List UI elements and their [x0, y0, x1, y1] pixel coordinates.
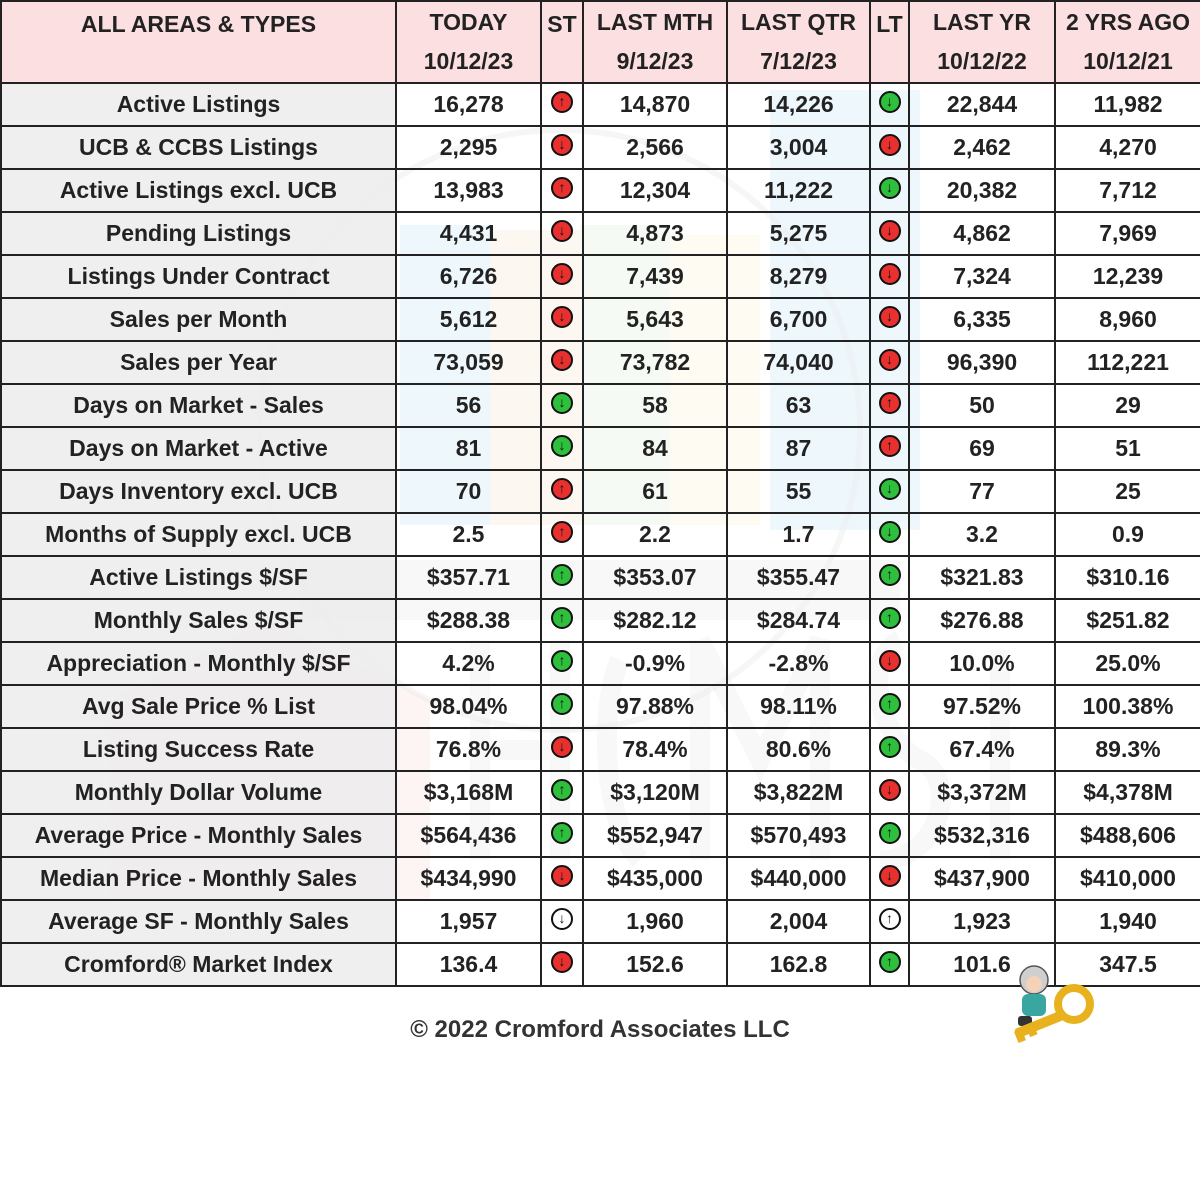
last_yr-value: 20,382: [909, 169, 1055, 212]
st-indicator-cell: [541, 599, 583, 642]
lt-indicator-cell: [870, 857, 909, 900]
table-body: [1, 83, 1200, 986]
last_yr-value: 101.6: [909, 943, 1055, 986]
last_yr-value: $532,316: [909, 814, 1055, 857]
table-row: [1, 384, 1200, 427]
last_yr-value: 1,923: [909, 900, 1055, 943]
today-value: 98.04%: [396, 685, 541, 728]
last_mth-value: 152.6: [583, 943, 727, 986]
st-indicator-cell: [541, 685, 583, 728]
lt-indicator-cell: [870, 513, 909, 556]
st-indicator-cell: [541, 556, 583, 599]
st-indicator-cell: [541, 169, 583, 212]
last_yr-value: 96,390: [909, 341, 1055, 384]
yrs2-value: 89.3%: [1055, 728, 1200, 771]
last_yr-value: $437,900: [909, 857, 1055, 900]
last_qtr-value: 87: [727, 427, 870, 470]
today-value: $357.71: [396, 556, 541, 599]
arrow-down-icon: ↓: [551, 736, 573, 758]
last_qtr-value: 162.8: [727, 943, 870, 986]
metric-label: Average Price - Monthly Sales: [1, 814, 396, 857]
header-last-yr: [909, 1, 1055, 83]
st-indicator-cell: [541, 943, 583, 986]
arrow-up-icon: ↑: [551, 693, 573, 715]
yrs2-value: $4,378M: [1055, 771, 1200, 814]
lt-indicator-cell: [870, 599, 909, 642]
last_qtr-value: 74,040: [727, 341, 870, 384]
metric-label: Median Price - Monthly Sales: [1, 857, 396, 900]
last_mth-value: 14,870: [583, 83, 727, 126]
last_yr-value: 22,844: [909, 83, 1055, 126]
table-row: [1, 556, 1200, 599]
last_qtr-value: 63: [727, 384, 870, 427]
yrs2-value: 0.9: [1055, 513, 1200, 556]
header-2yrs: [1055, 1, 1200, 83]
st-indicator-cell: [541, 298, 583, 341]
today-value: 73,059: [396, 341, 541, 384]
arrow-down-icon: ↓: [879, 521, 901, 543]
arrow-up-icon: ↑: [551, 607, 573, 629]
last_mth-value: $353.07: [583, 556, 727, 599]
last_yr-value: 50: [909, 384, 1055, 427]
metric-label: Days on Market - Active: [1, 427, 396, 470]
st-indicator-cell: [541, 771, 583, 814]
table-row: [1, 900, 1200, 943]
yrs2-value: $410,000: [1055, 857, 1200, 900]
arrow-up-icon: ↑: [879, 564, 901, 586]
yrs2-value: 29: [1055, 384, 1200, 427]
lt-indicator-cell: [870, 298, 909, 341]
today-value: 4.2%: [396, 642, 541, 685]
yrs2-value: 8,960: [1055, 298, 1200, 341]
table-row: [1, 599, 1200, 642]
lt-indicator-cell: [870, 728, 909, 771]
arrow-down-icon: ↓: [551, 220, 573, 242]
table-row: [1, 814, 1200, 857]
last_mth-value: $282.12: [583, 599, 727, 642]
metric-label: Avg Sale Price % List: [1, 685, 396, 728]
arrow-down-icon: ↓: [551, 908, 573, 930]
arrow-down-icon: ↓: [551, 392, 573, 414]
lt-indicator-cell: [870, 470, 909, 513]
last_mth-value: 2.2: [583, 513, 727, 556]
table-row: [1, 513, 1200, 556]
yrs2-value: 12,239: [1055, 255, 1200, 298]
lt-indicator-cell: [870, 341, 909, 384]
arrow-down-icon: ↓: [879, 220, 901, 242]
today-value: 5,612: [396, 298, 541, 341]
last_mth-value: 7,439: [583, 255, 727, 298]
arrow-down-icon: ↓: [879, 177, 901, 199]
lt-indicator-cell: [870, 169, 909, 212]
lt-indicator-cell: [870, 642, 909, 685]
st-indicator-cell: [541, 728, 583, 771]
today-value: 2,295: [396, 126, 541, 169]
last_mth-value: $435,000: [583, 857, 727, 900]
last_qtr-value: 11,222: [727, 169, 870, 212]
today-value: 136.4: [396, 943, 541, 986]
metric-label: Pending Listings: [1, 212, 396, 255]
lt-indicator-cell: [870, 126, 909, 169]
last_yr-value: $276.88: [909, 599, 1055, 642]
arrow-down-icon: ↓: [879, 650, 901, 672]
last_qtr-value: -2.8%: [727, 642, 870, 685]
arrow-up-icon: ↑: [879, 908, 901, 930]
header-2yrs-date: 10/12/21: [1083, 48, 1173, 74]
metric-label: Months of Supply excl. UCB: [1, 513, 396, 556]
last_mth-value: 4,873: [583, 212, 727, 255]
copyright-footer: © 2022 Cromford Associates LLC: [410, 1016, 790, 1043]
st-indicator-cell: [541, 470, 583, 513]
header-lt-label: LT: [876, 11, 903, 37]
arrow-down-icon: ↓: [879, 134, 901, 156]
last_qtr-value: 55: [727, 470, 870, 513]
arrow-down-icon: ↓: [879, 865, 901, 887]
st-indicator-cell: [541, 255, 583, 298]
metric-label: Cromford® Market Index: [1, 943, 396, 986]
table-row: [1, 169, 1200, 212]
header-row: [1, 1, 1200, 83]
lt-indicator-cell: [870, 771, 909, 814]
last_yr-value: 10.0%: [909, 642, 1055, 685]
lt-indicator-cell: [870, 814, 909, 857]
table-row: [1, 857, 1200, 900]
metric-label: Monthly Dollar Volume: [1, 771, 396, 814]
last_mth-value: 2,566: [583, 126, 727, 169]
today-value: 4,431: [396, 212, 541, 255]
today-value: 16,278: [396, 83, 541, 126]
metric-label: Days on Market - Sales: [1, 384, 396, 427]
metric-label: Monthly Sales $/SF: [1, 599, 396, 642]
lt-indicator-cell: [870, 384, 909, 427]
today-value: 70: [396, 470, 541, 513]
last_qtr-value: 6,700: [727, 298, 870, 341]
metric-label: Appreciation - Monthly $/SF: [1, 642, 396, 685]
last_mth-value: 61: [583, 470, 727, 513]
last_yr-value: 69: [909, 427, 1055, 470]
header-area-label: ALL AREAS & TYPES: [80, 11, 317, 37]
st-indicator-cell: [541, 857, 583, 900]
last_qtr-value: $570,493: [727, 814, 870, 857]
arrow-up-icon: ↑: [551, 650, 573, 672]
lt-indicator-cell: [870, 556, 909, 599]
arrow-down-icon: ↓: [879, 349, 901, 371]
lt-indicator-cell: [870, 943, 909, 986]
last_mth-value: $3,120M: [583, 771, 727, 814]
table-row: [1, 212, 1200, 255]
table-row: [1, 126, 1200, 169]
last_mth-value: $552,947: [583, 814, 727, 857]
today-value: 81: [396, 427, 541, 470]
yrs2-value: 51: [1055, 427, 1200, 470]
lt-indicator-cell: [870, 900, 909, 943]
st-indicator-cell: [541, 341, 583, 384]
table-row: [1, 685, 1200, 728]
last_qtr-value: 2,004: [727, 900, 870, 943]
last_mth-value: 58: [583, 384, 727, 427]
arrow-down-icon: ↓: [551, 349, 573, 371]
st-indicator-cell: [541, 814, 583, 857]
last_qtr-value: $355.47: [727, 556, 870, 599]
arrow-down-icon: ↓: [879, 478, 901, 500]
arrow-up-icon: ↑: [879, 822, 901, 844]
yrs2-value: $488,606: [1055, 814, 1200, 857]
lt-indicator-cell: [870, 685, 909, 728]
today-value: 1,957: [396, 900, 541, 943]
metric-label: Average SF - Monthly Sales: [1, 900, 396, 943]
last_yr-value: $321.83: [909, 556, 1055, 599]
yrs2-value: 7,969: [1055, 212, 1200, 255]
today-value: $434,990: [396, 857, 541, 900]
header-last-qtr-date: 7/12/23: [760, 48, 837, 74]
last_qtr-value: 80.6%: [727, 728, 870, 771]
arrow-down-icon: ↓: [879, 263, 901, 285]
st-indicator-cell: [541, 513, 583, 556]
arrow-down-icon: ↓: [879, 306, 901, 328]
last_yr-value: 67.4%: [909, 728, 1055, 771]
metric-label: Active Listings: [1, 83, 396, 126]
table-row: [1, 470, 1200, 513]
last_mth-value: 97.88%: [583, 685, 727, 728]
arrow-down-icon: ↓: [551, 865, 573, 887]
arrow-down-icon: ↓: [551, 134, 573, 156]
last_qtr-value: $3,822M: [727, 771, 870, 814]
st-indicator-cell: [541, 126, 583, 169]
last_qtr-value: 8,279: [727, 255, 870, 298]
today-value: 76.8%: [396, 728, 541, 771]
today-value: $564,436: [396, 814, 541, 857]
header-last-mth-date: 9/12/23: [616, 48, 694, 74]
header-last-yr-label: LAST YR: [933, 9, 1031, 35]
today-value: 13,983: [396, 169, 541, 212]
table-row: [1, 255, 1200, 298]
arrow-up-icon: ↑: [879, 736, 901, 758]
yrs2-value: $310.16: [1055, 556, 1200, 599]
arrow-up-icon: ↑: [551, 822, 573, 844]
last_mth-value: 84: [583, 427, 727, 470]
last_yr-value: 3.2: [909, 513, 1055, 556]
metric-label: Active Listings excl. UCB: [1, 169, 396, 212]
st-indicator-cell: [541, 212, 583, 255]
table-row: [1, 642, 1200, 685]
yrs2-value: 11,982: [1055, 83, 1200, 126]
yrs2-value: 100.38%: [1055, 685, 1200, 728]
yrs2-value: 112,221: [1055, 341, 1200, 384]
arrow-down-icon: ↓: [551, 951, 573, 973]
arrow-down-icon: ↓: [551, 306, 573, 328]
today-value: 6,726: [396, 255, 541, 298]
table-row: [1, 83, 1200, 126]
header-last-mth: [583, 1, 727, 83]
last_qtr-value: $284.74: [727, 599, 870, 642]
header-last-qtr-label: LAST QTR: [741, 9, 856, 35]
yrs2-value: 25: [1055, 470, 1200, 513]
table-row: [1, 341, 1200, 384]
header-last-mth-label: LAST MTH: [596, 9, 714, 35]
last_yr-value: 77: [909, 470, 1055, 513]
header-today: [396, 1, 541, 83]
mascot-key-icon: [1008, 962, 1100, 1048]
st-indicator-cell: [541, 427, 583, 470]
header-last-yr-date: 10/12/22: [937, 48, 1027, 74]
last_yr-value: 2,462: [909, 126, 1055, 169]
today-value: $288.38: [396, 599, 541, 642]
metric-label: Sales per Month: [1, 298, 396, 341]
header-2yrs-label: 2 YRS AGO: [1066, 9, 1190, 35]
last_mth-value: 78.4%: [583, 728, 727, 771]
last_yr-value: $3,372M: [909, 771, 1055, 814]
arrow-up-icon: ↑: [879, 607, 901, 629]
table-row: [1, 427, 1200, 470]
last_mth-value: 73,782: [583, 341, 727, 384]
last_yr-value: 7,324: [909, 255, 1055, 298]
st-indicator-cell: [541, 642, 583, 685]
metric-label: Active Listings $/SF: [1, 556, 396, 599]
yrs2-value: 1,940: [1055, 900, 1200, 943]
metric-label: Listing Success Rate: [1, 728, 396, 771]
arrow-down-icon: ↓: [879, 91, 901, 113]
lt-indicator-cell: [870, 83, 909, 126]
last_mth-value: 5,643: [583, 298, 727, 341]
last_yr-value: 6,335: [909, 298, 1055, 341]
arrow-up-icon: ↑: [551, 564, 573, 586]
arrow-up-icon: ↑: [879, 392, 901, 414]
today-value: 2.5: [396, 513, 541, 556]
header-st-label: ST: [547, 11, 577, 37]
last_mth-value: 12,304: [583, 169, 727, 212]
lt-indicator-cell: [870, 255, 909, 298]
last_yr-value: 4,862: [909, 212, 1055, 255]
last_qtr-value: 3,004: [727, 126, 870, 169]
metric-label: Sales per Year: [1, 341, 396, 384]
yrs2-value: 4,270: [1055, 126, 1200, 169]
arrow-up-icon: ↑: [551, 779, 573, 801]
arrow-up-icon: ↑: [551, 521, 573, 543]
lt-indicator-cell: [870, 427, 909, 470]
last_qtr-value: $440,000: [727, 857, 870, 900]
header-today-date: 10/12/23: [423, 48, 514, 74]
header-area: [1, 1, 396, 83]
metric-label: Days Inventory excl. UCB: [1, 470, 396, 513]
arrow-down-icon: ↓: [551, 263, 573, 285]
metric-label: Listings Under Contract: [1, 255, 396, 298]
st-indicator-cell: [541, 900, 583, 943]
yrs2-value: 7,712: [1055, 169, 1200, 212]
last_qtr-value: 14,226: [727, 83, 870, 126]
yrs2-value: $251.82: [1055, 599, 1200, 642]
table-row: [1, 771, 1200, 814]
header-today-label: TODAY: [429, 9, 508, 35]
st-indicator-cell: [541, 384, 583, 427]
today-value: 56: [396, 384, 541, 427]
header-st: [541, 1, 583, 83]
arrow-up-icon: ↑: [879, 693, 901, 715]
arrow-up-icon: ↑: [879, 435, 901, 457]
st-indicator-cell: [541, 83, 583, 126]
yrs2-value: 347.5: [1055, 943, 1200, 986]
arrow-up-icon: ↑: [551, 177, 573, 199]
today-value: $3,168M: [396, 771, 541, 814]
last_qtr-value: 98.11%: [727, 685, 870, 728]
last_yr-value: 97.52%: [909, 685, 1055, 728]
yrs2-value: 25.0%: [1055, 642, 1200, 685]
lt-indicator-cell: [870, 212, 909, 255]
arrow-up-icon: ↑: [551, 478, 573, 500]
table-row: [1, 728, 1200, 771]
header-last-qtr: [727, 1, 870, 83]
arrow-up-icon: ↑: [879, 951, 901, 973]
arrow-up-icon: ↑: [551, 91, 573, 113]
arrow-down-icon: ↓: [879, 779, 901, 801]
last_qtr-value: 1.7: [727, 513, 870, 556]
last_mth-value: -0.9%: [583, 642, 727, 685]
metric-label: UCB & CCBS Listings: [1, 126, 396, 169]
last_mth-value: 1,960: [583, 900, 727, 943]
table-row: [1, 298, 1200, 341]
arrow-down-icon: ↓: [551, 435, 573, 457]
last_qtr-value: 5,275: [727, 212, 870, 255]
header-lt: [870, 1, 909, 83]
